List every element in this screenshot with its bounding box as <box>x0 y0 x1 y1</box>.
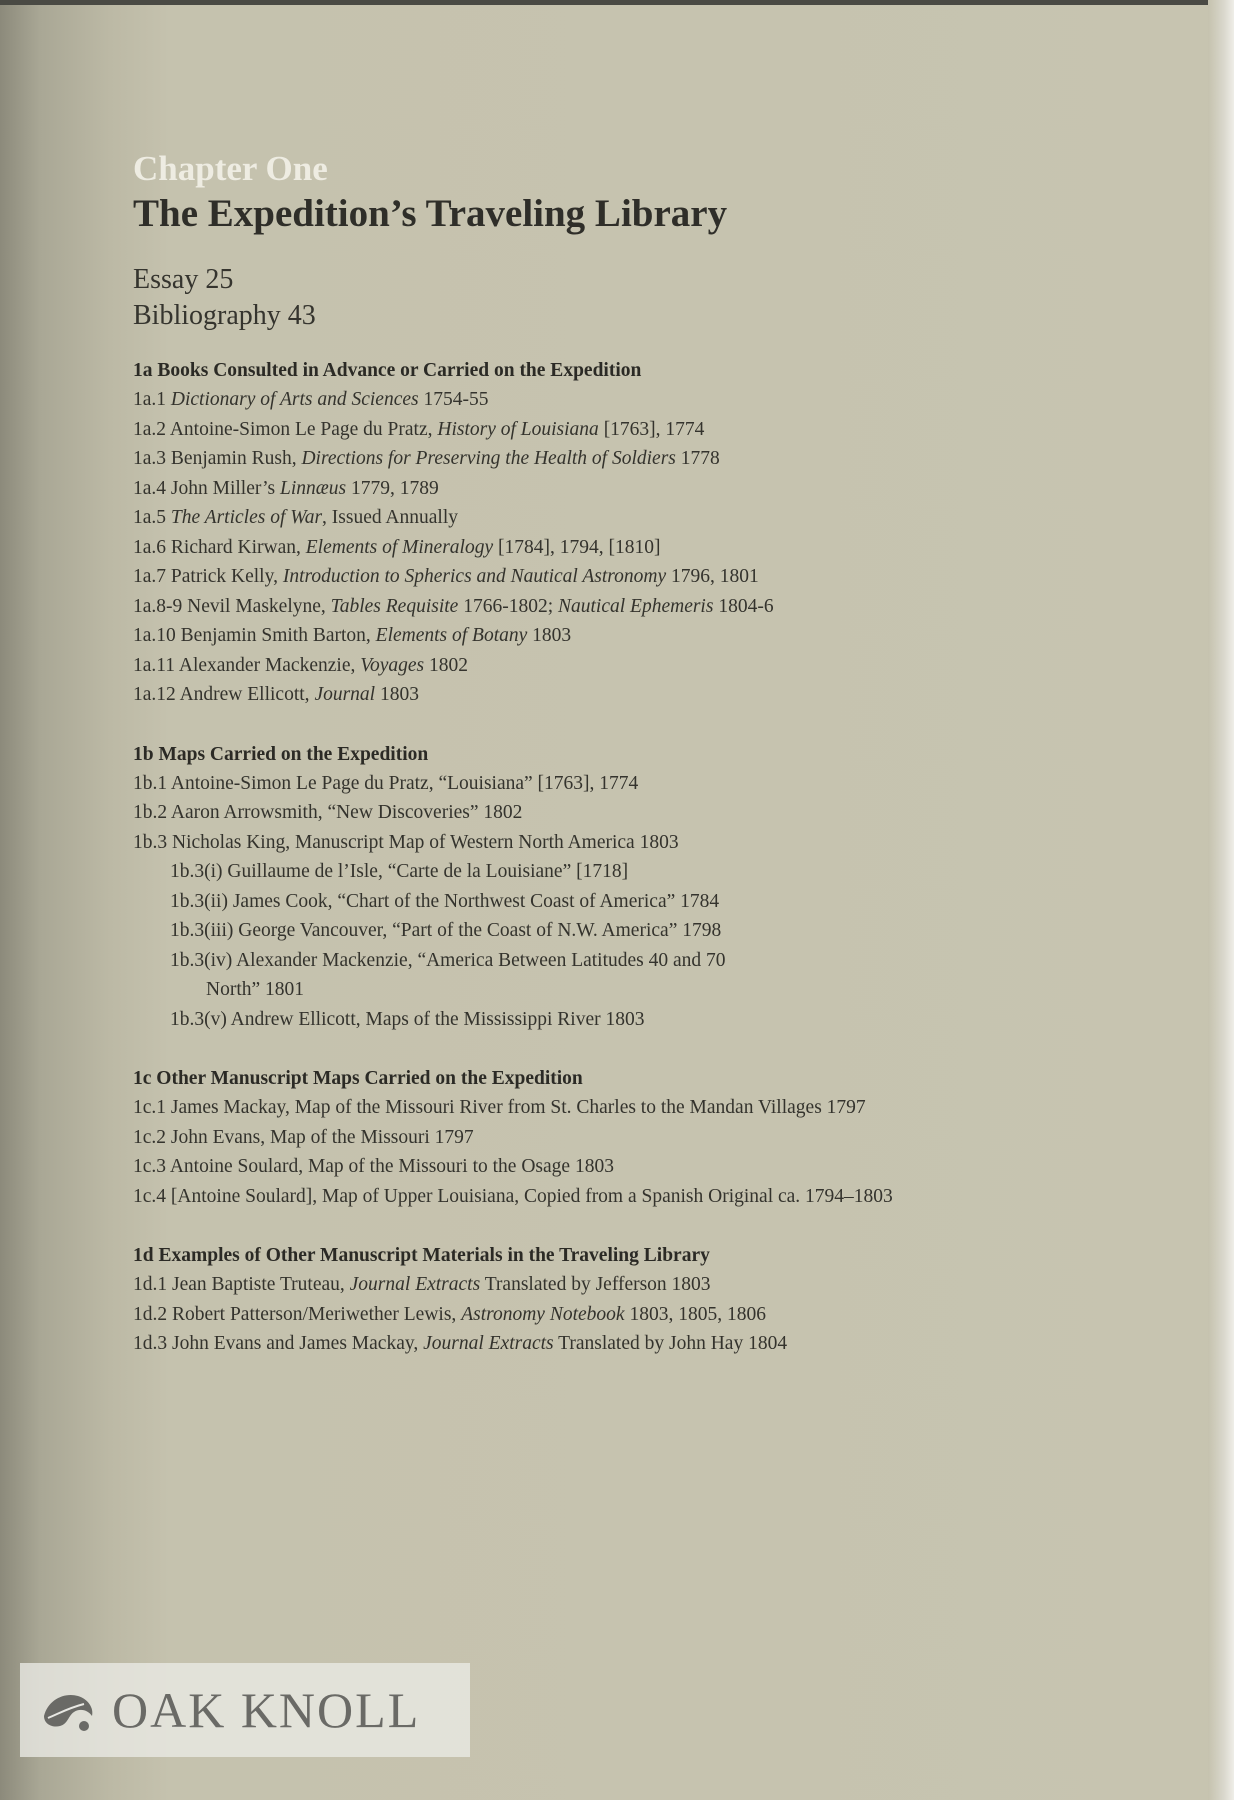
bibliography-entry <box>133 503 1133 533</box>
scan-top-edge <box>0 0 1234 5</box>
bibliography-entry <box>133 798 1133 828</box>
entry-text: Translated by Jefferson 1803 <box>480 1274 711 1295</box>
entry-text: 1c.3 Antoine Soulard, Map of the Missouri to the Osage 1803 <box>133 1156 614 1177</box>
entry-title-italic: Directions for Preserving the Health of Soldiers <box>301 448 676 469</box>
entry-text: 1c.2 John Evans, Map of the Missouri 1797 <box>133 1126 474 1148</box>
bibliography-entry <box>133 621 1133 651</box>
section <box>133 740 1133 1035</box>
entry-text: 1d.1 Jean Baptiste Truteau, <box>133 1274 350 1295</box>
section <box>133 1064 1133 1211</box>
bibliography-entry <box>133 828 1133 858</box>
bibliography-entry <box>133 946 1133 976</box>
bibliography-entry <box>133 975 1133 1005</box>
entry-text: 1a.4 John Miller’s <box>133 477 280 499</box>
entry-title-italic: The Articles of War <box>170 507 323 528</box>
entry-text: 1a.11 Alexander Mackenzie, <box>133 654 361 676</box>
entry-title-italic: Astronomy Notebook <box>461 1303 625 1325</box>
entry-title-italic: Introduction to Spherics and Nautical Astronomy <box>282 566 667 587</box>
entry-text: [1784], 1794, [1810] <box>493 536 661 558</box>
entry-text: 1778 <box>675 448 720 469</box>
bibliography-entry <box>133 474 1133 504</box>
entry-text: 1c.1 James Mackay, Map of the Missouri River from St. Charles to the Mandan Villages 1797 <box>133 1097 866 1118</box>
entry-title-italic: Journal Extracts <box>423 1333 554 1354</box>
entry-text: 1a.5 <box>133 507 171 528</box>
entry-title-italic: Dictionary of Arts and Sciences <box>170 389 419 410</box>
bibliography-entry <box>133 887 1133 917</box>
entry-text: 1a.12 Andrew Ellicott, <box>133 684 315 705</box>
bibliography-entry <box>133 562 1133 592</box>
entry-text: North” 1801 <box>206 979 305 1000</box>
entry-text: 1a.3 Benjamin Rush, <box>133 448 302 469</box>
scan-right-edge <box>1208 0 1234 1800</box>
bibliography-entry <box>133 415 1133 445</box>
entry-text: 1803 <box>375 684 419 705</box>
bibliography-entry <box>133 916 1133 946</box>
bibliography-entry <box>133 651 1133 681</box>
entry-text: 1803 <box>527 625 572 646</box>
bibliography-entry <box>133 1182 1133 1212</box>
bibliography-entry <box>133 769 1133 799</box>
bibliography-entry <box>133 444 1133 474</box>
entry-text: , Issued Annually <box>322 507 458 528</box>
bibliography-entry <box>133 385 1133 415</box>
contents-block <box>133 148 1133 1359</box>
bibliography-entry <box>133 680 1133 710</box>
entry-text: 1a.6 Richard Kirwan, <box>133 536 306 558</box>
entry-text: 1b.3(ii) James Cook, “Chart of the Northwest Coast of America” 1784 <box>170 890 720 912</box>
section-heading: 1d Examples of Other Manuscript Materials in the Traveling Library <box>133 1245 710 1266</box>
section <box>133 356 1133 710</box>
entry-title-italic: Elements of Botany <box>375 625 528 646</box>
entry-text: 1766-1802; <box>458 595 558 617</box>
entry-text: 1b.3(iv) Alexander Mackenzie, “America Between Latitudes 40 and 70 <box>170 949 726 971</box>
entry-text: 1796, 1801 <box>666 566 759 587</box>
bibliography-entry <box>133 1300 1133 1330</box>
entry-text: 1b.3(i) Guillaume de l’Isle, “Carte de la Louisiane” [1718] <box>170 861 629 882</box>
entry-text: 1c.4 [Antoine Soulard], Map of Upper Louisiana, Copied from a Spanish Original ca. 1794–1803 <box>133 1185 893 1207</box>
entry-text: [1763], 1774 <box>598 418 705 440</box>
entry-title-italic: Journal Extracts <box>349 1274 481 1295</box>
entry-title-italic: Elements of Mineralogy <box>305 536 494 558</box>
bibliography-sections <box>133 356 1133 1359</box>
bibliography-entry <box>133 1093 1133 1123</box>
essay-page-ref: Essay 25 <box>133 264 234 295</box>
section-heading: 1c Other Manuscript Maps Carried on the Expedition <box>133 1068 583 1089</box>
entry-text: 1802 <box>424 654 469 676</box>
entry-text: 1b.3 Nicholas King, Manuscript Map of Western North America 1803 <box>133 831 679 853</box>
entry-text: 1779, 1789 <box>346 477 439 499</box>
entry-text: 1d.2 Robert Patterson/Meriwether Lewis, <box>133 1303 462 1325</box>
bibliography-entry <box>133 1270 1133 1300</box>
entry-text: Translated by John Hay 1804 <box>553 1333 788 1354</box>
section-heading: 1a Books Consulted in Advance or Carried on the Expedition <box>133 360 642 381</box>
entry-text: 1d.3 John Evans and James Mackay, <box>133 1333 424 1354</box>
entry-title-italic: Journal <box>314 684 376 705</box>
bibliography-entry <box>133 1329 1133 1359</box>
entry-text: 1a.1 <box>133 389 171 410</box>
entry-text: 1a.8-9 Nevil Maskelyne, <box>133 595 331 617</box>
bibliography-entry <box>133 1152 1133 1182</box>
entry-title-italic: Nautical Ephemeris <box>558 595 714 617</box>
entry-text: 1a.2 Antoine-Simon Le Page du Pratz, <box>133 418 438 440</box>
section <box>133 1241 1133 1359</box>
entry-text: 1b.3(iii) George Vancouver, “Part of the Coast of N.W. America” 1798 <box>170 920 722 941</box>
chapter-label: Chapter One <box>133 149 328 188</box>
chapter-title: The Expedition’s Traveling Library <box>133 192 728 235</box>
watermark <box>20 1663 470 1757</box>
entry-title-italic: History of Louisiana <box>437 418 599 440</box>
entry-text: 1804-6 <box>713 595 774 617</box>
entry-title-italic: Linnæus <box>279 477 347 499</box>
section-heading: 1b Maps Carried on the Expedition <box>133 743 429 765</box>
watermark-text: OAK KNOLL <box>112 1682 421 1738</box>
entry-text: 1b.2 Aaron Arrowsmith, “New Discoveries” 1802 <box>133 802 523 823</box>
entry-text: 1803, 1805, 1806 <box>624 1303 766 1325</box>
bibliography-entry <box>133 857 1133 887</box>
entry-text: 1a.10 Benjamin Smith Barton, <box>133 625 376 646</box>
bibliography-entry <box>133 1005 1133 1035</box>
entry-text: 1b.1 Antoine-Simon Le Page du Pratz, “Louisiana” [1763], 1774 <box>133 772 639 794</box>
entry-text: 1a.7 Patrick Kelly, <box>133 566 283 587</box>
entry-text: 1b.3(v) Andrew Ellicott, Maps of the Mississippi River 1803 <box>170 1008 645 1030</box>
bibliography-entry <box>133 592 1133 622</box>
entry-text: 1754-55 <box>418 389 489 410</box>
entry-title-italic: Voyages <box>360 654 425 676</box>
oak-knoll-leaf-icon <box>38 1682 100 1738</box>
entry-title-italic: Tables Requisite <box>330 595 459 617</box>
page-references <box>133 262 1133 334</box>
bibliography-entry <box>133 533 1133 563</box>
bibliography-entry <box>133 1123 1133 1153</box>
bibliography-page-ref: Bibliography 43 <box>133 300 316 331</box>
